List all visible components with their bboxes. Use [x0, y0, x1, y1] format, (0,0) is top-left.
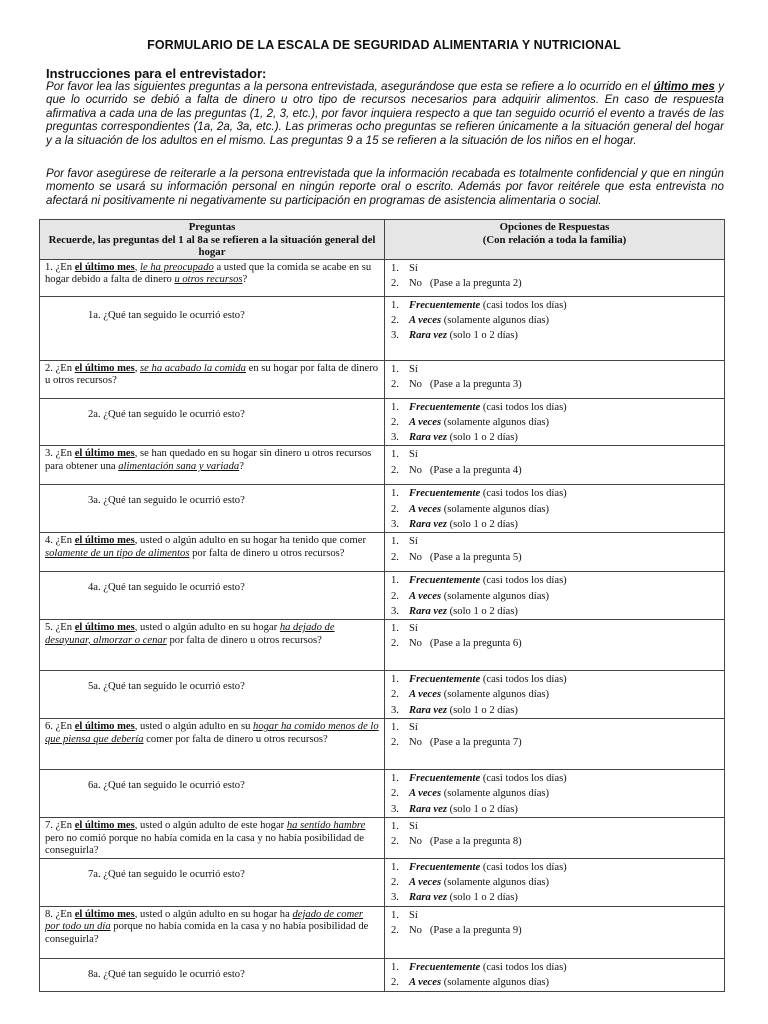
table-header-row — [40, 220, 725, 260]
question-cell — [40, 958, 385, 991]
instructions-paragraph-2: Por favor asegúrese de reiterarle a la persona entrevistada que la información recabada es totalmente confidencial y que en ningún momento se usará su información personal en ningún reporte oral o escrito. Además por favor reitérele que esta entrevista no afectará ni positivamente ni negativamente su participación en programas de asistencia alimentaria o social. — [46, 167, 724, 207]
option-rara-vez[interactable]: 3. Rara vez (solo 1 o 2 días) — [391, 605, 518, 617]
page-title: FORMULARIO DE LA ESCALA DE SEGURIDAD ALIMENTARIA Y NUTRICIONAL — [147, 38, 621, 52]
question-2: 2. ¿En el último mes, se ha acabado la comida en su hogar por falta de dinero u otros recursos? — [45, 362, 379, 387]
question-6: 6. ¿En el último mes, usted o algún adulto en su hogar ha comido menos de lo que piensa que debería comer por falta de dinero u otros recursos? — [45, 721, 379, 745]
option-a-veces[interactable]: 2. A veces (solamente algunos días) — [391, 416, 550, 428]
table-row — [40, 620, 725, 671]
question-1: 1. ¿En el último mes, le ha preocupado a usted que la comida se acabe en su hogar debido a falta de dinero u otros recursos? — [45, 261, 372, 286]
answer-cell — [385, 360, 725, 398]
question-cell — [40, 818, 385, 859]
table-row — [40, 259, 725, 296]
option-a-veces[interactable]: 2. A veces (solamente algunos días) — [391, 689, 550, 701]
table-row — [40, 958, 725, 991]
question-7a: 7a. ¿Qué tan seguido le ocurrió esto? — [88, 868, 245, 880]
option-no[interactable]: 2. No (Pase a la pregunta 2) — [391, 277, 522, 289]
option-a-veces[interactable]: 2. A veces (solamente algunos días) — [391, 314, 550, 326]
option-no[interactable]: 2. No (Pase a la pregunta 4) — [391, 464, 522, 476]
option-no[interactable]: 2. No (Pase a la pregunta 9) — [391, 925, 522, 937]
table-row — [40, 770, 725, 818]
option-a-veces[interactable]: 2. A veces (solamente algunos días) — [391, 877, 550, 889]
option-rara-vez[interactable]: 3. Rara vez (solo 1 o 2 días) — [391, 704, 518, 716]
answer-cell — [385, 533, 725, 572]
table-row — [40, 858, 725, 906]
question-5a: 5a. ¿Qué tan seguido le ocurrió esto? — [88, 681, 245, 693]
answer-cell — [385, 398, 725, 446]
answer-cell — [385, 259, 725, 296]
option-no[interactable]: 2. No (Pase a la pregunta 8) — [391, 836, 522, 848]
table-row — [40, 906, 725, 958]
table-row — [40, 296, 725, 360]
question-cell — [40, 533, 385, 572]
option-frecuentemente[interactable]: 1. Frecuentemente (casi todos los días) — [391, 299, 567, 311]
column-header-title: Preguntas — [188, 221, 236, 233]
option-frecuentemente[interactable]: 1. Frecuentemente (casi todos los días) — [391, 861, 567, 873]
option-a-veces[interactable]: 2. A veces (solamente algunos días) — [391, 590, 550, 602]
column-header-note: Recuerde, las preguntas del 1 al 8a se refieren a la situación general del hogar — [48, 233, 376, 258]
option-no[interactable]: 2. No (Pase a la pregunta 3) — [391, 378, 522, 390]
answer-cell — [385, 858, 725, 906]
question-cell — [40, 485, 385, 533]
instructions-text: Por favor lea las siguientes preguntas a la persona entrevistada, asegurándose que esta se refiere a lo ocurrido en el — [46, 80, 651, 93]
question-1a: 1a. ¿Qué tan seguido le ocurrió esto? — [88, 309, 245, 321]
table-row — [40, 719, 725, 770]
instructions-text: y que lo ocurrido se debió a falta de dinero u otro tipo de recursos necesarios para adquirir alimentos. En caso de respuesta afirmativa a cada una de las preguntas (1, 2, 3, etc.), por favor inquiera respecto a que tan seguido ocurrió el evento a través de las preguntas correspondientes (1a, 2a, 3a, etc.). Las primeras ocho preguntas se refieren únicamente a la situación general del hogar y a la situación de los adultos en el mismo. Las preguntas 9 a 15 se refieren a la situación de los niños en el hogar. — [46, 80, 724, 147]
option-frecuentemente[interactable]: 1. Frecuentemente (casi todos los días) — [391, 488, 567, 500]
option-frecuentemente[interactable]: 1. Frecuentemente (casi todos los días) — [391, 961, 567, 973]
table-row — [40, 485, 725, 533]
question-8a: 8a. ¿Qué tan seguido le ocurrió esto? — [88, 968, 245, 980]
question-cell — [40, 906, 385, 958]
option-no[interactable]: 2. No (Pase a la pregunta 6) — [391, 638, 522, 650]
question-5: 5. ¿En el último mes, usted o algún adulto en su hogar ha dejado de desayunar, almorzar o cenar por falta de dinero u otros recursos? — [45, 622, 335, 646]
question-cell — [40, 671, 385, 719]
option-frecuentemente[interactable]: 1. Frecuentemente (casi todos los días) — [391, 575, 567, 587]
table-row — [40, 818, 725, 859]
question-cell — [40, 360, 385, 398]
questions-table — [39, 219, 725, 992]
question-cell — [40, 572, 385, 620]
question-cell — [40, 858, 385, 906]
question-cell — [40, 620, 385, 671]
answer-cell — [385, 572, 725, 620]
option-si[interactable]: 1. Sí — [391, 363, 418, 375]
instructions-paragraph-1 — [46, 80, 724, 147]
question-2a: 2a. ¿Qué tan seguido le ocurrió esto? — [88, 408, 245, 420]
table-row — [40, 533, 725, 572]
question-8: 8. ¿En el último mes, usted o algún adulto en su hogar ha dejado de comer por todo un día porque no había comida en la casa y no había posibilidad de conseguirla? — [45, 908, 369, 945]
answer-cell — [385, 620, 725, 671]
question-cell — [40, 398, 385, 446]
option-si[interactable]: 1. Sí — [391, 536, 418, 548]
answer-cell — [385, 958, 725, 991]
instructions-emphasis: último mes — [653, 80, 715, 93]
question-cell — [40, 719, 385, 770]
question-4a: 4a. ¿Qué tan seguido le ocurrió esto? — [88, 582, 245, 594]
option-si[interactable]: 1. Sí — [391, 449, 418, 461]
answer-cell — [385, 770, 725, 818]
answer-cell — [385, 446, 725, 485]
option-rara-vez[interactable]: 3. Rara vez (solo 1 o 2 días) — [391, 432, 518, 444]
option-si[interactable]: 1. Sí — [391, 821, 418, 833]
answer-cell — [385, 719, 725, 770]
table-row — [40, 446, 725, 485]
answers-column-header — [385, 220, 725, 260]
option-no[interactable]: 2. No (Pase a la pregunta 5) — [391, 551, 522, 563]
option-rara-vez[interactable]: 3. Rara vez (solo 1 o 2 días) — [391, 892, 518, 904]
table-row — [40, 572, 725, 620]
question-6a: 6a. ¿Qué tan seguido le ocurrió esto? — [88, 780, 245, 792]
question-cell — [40, 259, 385, 296]
question-4: 4. ¿En el último mes, usted o algún adulto en su hogar ha tenido que comer solamente de un tipo de alimentos por falta de dinero u otros recursos? — [45, 535, 366, 559]
instructions-heading: Instrucciones para el entrevistador: — [46, 66, 267, 81]
option-a-veces[interactable]: 2. A veces (solamente algunos días) — [391, 503, 550, 515]
question-7: 7. ¿En el último mes, usted o algún adulto de este hogar ha sentido hambre pero no comió porque no había comida en la casa y no había posibilidad de conseguirla? — [45, 820, 366, 857]
option-si[interactable]: 1. Sí — [391, 722, 418, 734]
question-cell — [40, 446, 385, 485]
option-frecuentemente[interactable]: 1. Frecuentemente (casi todos los días) — [391, 401, 567, 413]
answer-cell — [385, 906, 725, 958]
option-a-veces[interactable]: 2. A veces (solamente algunos días) — [391, 977, 550, 989]
option-rara-vez[interactable]: 3. Rara vez (solo 1 o 2 días) — [391, 518, 518, 530]
option-rara-vez[interactable]: 3. Rara vez (solo 1 o 2 días) — [391, 330, 518, 342]
answer-cell — [385, 296, 725, 360]
question-cell — [40, 296, 385, 360]
option-si[interactable]: 1. Sí — [391, 262, 418, 274]
answer-cell — [385, 485, 725, 533]
option-si[interactable]: 1. Sí — [391, 909, 418, 921]
option-frecuentemente[interactable]: 1. Frecuentemente (casi todos los días) — [391, 773, 567, 785]
option-a-veces[interactable]: 2. A veces (solamente algunos días) — [391, 788, 550, 800]
question-cell — [40, 770, 385, 818]
table-row — [40, 671, 725, 719]
answer-cell — [385, 818, 725, 859]
option-rara-vez[interactable]: 3. Rara vez (solo 1 o 2 días) — [391, 803, 518, 815]
answer-cell — [385, 671, 725, 719]
option-frecuentemente[interactable]: 1. Frecuentemente (casi todos los días) — [391, 674, 567, 686]
question-3: 3. ¿En el último mes, se han quedado en su hogar sin dinero u otros recursos para obtener una alimentación sana y variada? — [45, 448, 372, 472]
option-si[interactable]: 1. Sí — [391, 623, 418, 635]
column-header-note: (Con relación a toda la familia) — [482, 233, 627, 246]
table-row — [40, 360, 725, 398]
column-header-title: Opciones de Respuestas — [499, 221, 610, 233]
question-3a: 3a. ¿Qué tan seguido le ocurrió esto? — [88, 495, 245, 507]
questions-column-header — [40, 220, 385, 260]
option-no[interactable]: 2. No (Pase a la pregunta 7) — [391, 737, 522, 749]
table-row — [40, 398, 725, 446]
